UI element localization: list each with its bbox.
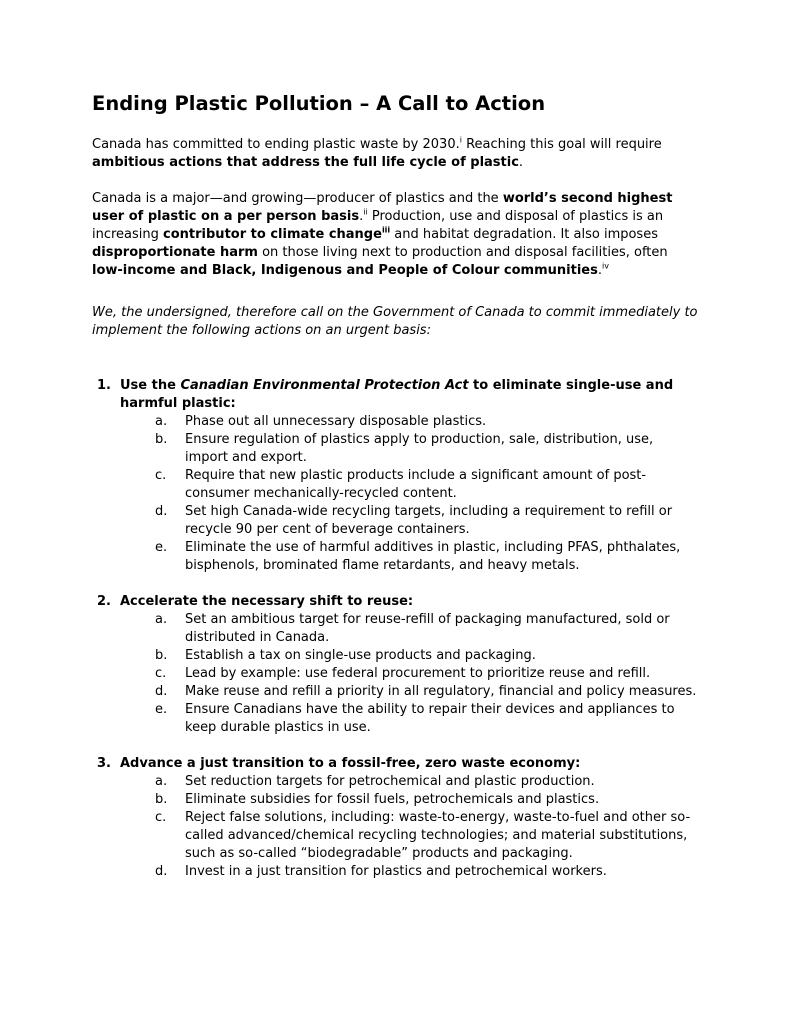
item-marker: d. — [155, 504, 168, 519]
text-run: Reaching this goal will require — [461, 137, 662, 152]
section-number: 3. — [97, 756, 111, 771]
item-marker: d. — [155, 864, 168, 879]
list-item — [155, 773, 700, 791]
item-text: Eliminate the use of harmful additives in plastic, including PFAS, phthalates, bisphenols, brominated flame retardants, and heavy metals. — [185, 540, 681, 573]
item-text: Lead by example: use federal procurement to prioritize reuse and refill. — [185, 666, 651, 681]
item-marker: e. — [155, 702, 168, 717]
text-run: Production, use and disposal of plastics is an increasing — [92, 209, 664, 242]
paragraph-call-to-action — [92, 304, 700, 340]
item-text: Set high Canada-wide recycling targets, including a requirement to refill or recycle 90 per cent of beverage containers. — [185, 504, 673, 537]
list-item — [155, 863, 700, 881]
item-marker: a. — [155, 774, 168, 789]
item-marker: b. — [155, 648, 168, 663]
section-number: 1. — [97, 378, 111, 393]
item-text: Reject false solutions, including: waste-to-energy, waste-to-fuel and other so-called advanced/chemical recycling technologies; and material substitutions, such as so-called “biodegradable” products and packaging. — [185, 810, 691, 861]
text-run: . — [518, 155, 524, 170]
text-run: Canada is a major—and growing—producer of plastics and the — [92, 191, 503, 206]
text-run-bold: disproportionate harm — [92, 245, 258, 260]
list-item — [155, 665, 700, 683]
text-run: . — [359, 209, 364, 224]
section-heading-text: Accelerate the necessary shift to reuse: — [120, 594, 414, 609]
list-item — [155, 701, 700, 737]
item-text: Eliminate subsidies for fossil fuels, petrochemicals and plastics. — [185, 792, 600, 807]
item-text: Invest in a just transition for plastics and petrochemical workers. — [185, 864, 607, 879]
section-heading — [97, 593, 700, 611]
item-marker: b. — [155, 432, 168, 447]
section-cepa — [97, 377, 700, 575]
item-text: Phase out all unnecessary disposable plastics. — [185, 414, 487, 429]
item-marker: a. — [155, 612, 168, 627]
item-marker: b. — [155, 792, 168, 807]
act-name-italic: Canadian Environmental Protection Act — [180, 378, 469, 393]
item-text: Ensure regulation of plastics apply to production, sale, distribution, use, import and export. — [185, 432, 654, 465]
list-item — [155, 809, 700, 863]
section-reuse — [97, 593, 700, 737]
item-text: Establish a tax on single-use products and packaging. — [185, 648, 536, 663]
list-item — [155, 647, 700, 665]
text-run: and habitat degradation. It also imposes — [390, 227, 658, 242]
list-item — [155, 467, 700, 503]
item-text: Make reuse and refill a priority in all regulatory, financial and policy measures. — [185, 684, 697, 699]
sub-item-list — [97, 773, 700, 881]
item-text: Set reduction targets for petrochemical and plastic production. — [185, 774, 595, 789]
paragraph-commitment — [92, 136, 700, 172]
list-item — [155, 413, 700, 431]
text-run-bold: world’s second highest user of plastic on a per person basis — [92, 191, 673, 224]
item-text: Set an ambitious target for reuse-refill of packaging manufactured, sold or distributed in Canada. — [185, 612, 670, 645]
section-heading — [97, 755, 700, 773]
action-list — [92, 377, 700, 881]
section-number: 2. — [97, 594, 111, 609]
list-item — [155, 431, 700, 467]
footnote-ref-iii: iii — [381, 225, 391, 235]
item-marker: c. — [155, 810, 167, 825]
text-run: . — [597, 263, 602, 278]
text-run-bold: ambitious actions that address the full life cycle of plastic — [92, 155, 519, 170]
section-just-transition — [97, 755, 700, 881]
item-marker: c. — [155, 468, 167, 483]
item-marker: e. — [155, 540, 168, 555]
list-item — [155, 683, 700, 701]
sub-item-list — [97, 611, 700, 737]
item-text: Ensure Canadians have the ability to repair their devices and appliances to keep durable plastics in use. — [185, 702, 675, 735]
item-marker: d. — [155, 684, 168, 699]
section-heading-text: Use the Canadian Environmental Protection Act to eliminate single-use and harmful plastic: — [120, 378, 674, 411]
item-marker: a. — [155, 414, 168, 429]
text-run: on those living next to production and disposal facilities, often — [257, 245, 668, 260]
paragraph-production-harm — [92, 190, 700, 280]
footnote-ref-iv: iv — [602, 261, 609, 271]
document-title: Ending Plastic Pollution – A Call to Action — [92, 92, 546, 115]
section-heading — [97, 377, 700, 413]
list-item — [155, 791, 700, 809]
item-text: Require that new plastic products include a significant amount of post-consumer mechanically-recycled content. — [185, 468, 647, 501]
text-run: Canada has committed to ending plastic waste by 2030. — [92, 137, 460, 152]
list-item — [155, 503, 700, 539]
footnote-ref-i: i — [459, 135, 462, 145]
text-run-italic: We, the undersigned, therefore call on the Government of Canada to commit immediately to implement the following actions on an urgent basis: — [92, 305, 698, 338]
list-item — [155, 539, 700, 575]
list-item — [155, 611, 700, 647]
section-heading-text: Advance a just transition to a fossil-free, zero waste economy: — [120, 756, 581, 771]
text-run-bold: low-income and Black, Indigenous and People of Colour communities — [92, 263, 598, 278]
item-marker: c. — [155, 666, 167, 681]
text-run-bold: contributor to climate change — [163, 227, 382, 242]
sub-item-list — [97, 413, 700, 575]
footnote-ref-ii: ii — [363, 207, 368, 217]
